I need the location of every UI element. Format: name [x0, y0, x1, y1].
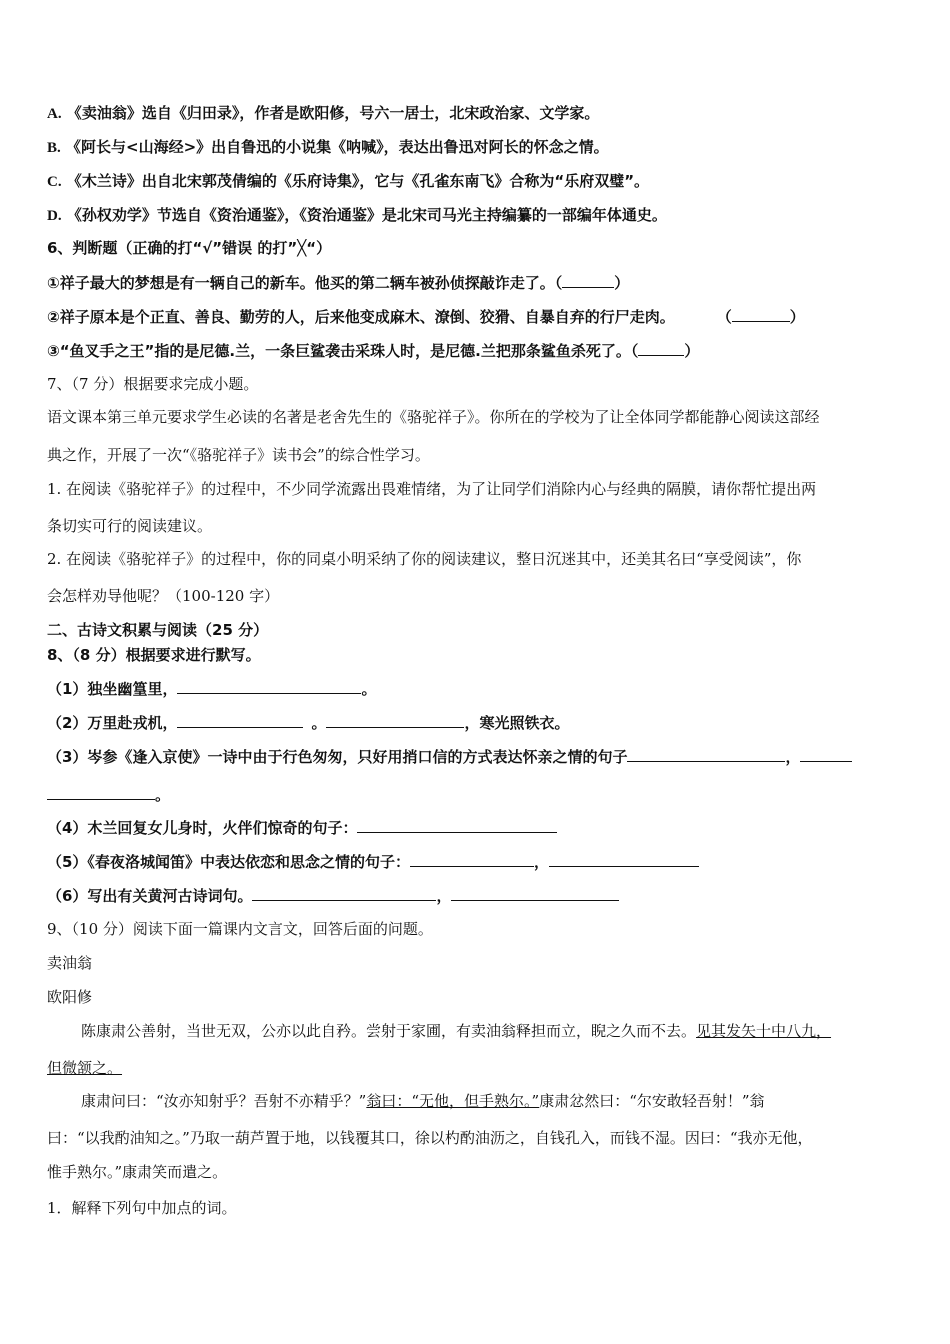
passage-para-2-cont: 曰：“以我酌油知之。”乃取一葫芦置于地，以钱覆其口，徐以杓酌油沥之，自钱孔入，而钱不湿。因曰：“我亦无他， — [47, 1129, 813, 1147]
q8-line-4: （4）木兰回复女儿身时，火伴们惊奇的句子： — [47, 817, 557, 838]
answer-blank[interactable] — [177, 678, 361, 694]
answer-blank[interactable] — [627, 746, 785, 762]
q9-title: 9、（10 分）阅读下面一篇课内文言文，回答后面的问题。 — [47, 920, 433, 938]
q7-sub1-line2: 条切实可行的阅读建议。 — [47, 517, 213, 535]
option-a: A. 《卖油翁》选自《归田录》，作者是欧阳修，号六一居士，北宋政治家、文学家。 — [47, 104, 600, 122]
answer-blank[interactable] — [252, 885, 436, 901]
option-d: D. 《孙权劝学》节选自《资治通鉴》，《资治通鉴》是北宋司马光主持编纂的一部编年体通史。 — [47, 206, 667, 224]
q6-item-1: ①祥子最大的梦想是有一辆自己的新车。他买的第二辆车被孙侦探敲诈走了。（ ） — [47, 274, 630, 292]
q7-intro-2: 典之作，开展了一次“《骆驼祥子》读书会”的综合性学习。 — [47, 446, 430, 464]
answer-blank[interactable] — [800, 746, 852, 762]
q7-sub2-line1: 2. 在阅读《骆驼祥子》的过程中，你的同桌小明采纳了你的阅读建议，整日沉迷其中，还美其名曰“享受阅读”，你 — [47, 550, 802, 568]
q7-sub1-line1: 1. 在阅读《骆驼祥子》的过程中，不少同学流露出畏难情绪，为了让同学们消除内心与经典的隔膜，请你帮忙提出两 — [47, 480, 817, 498]
q6-item-2: ②祥子原本是个正直、善良、勤劳的人，后来他变成麻木、潦倒、狡猾、自暴自弃的行尸走肉。 （ ） — [47, 308, 805, 326]
passage-para-1-cont: 但微颔之。 — [47, 1059, 123, 1077]
option-c: C. 《木兰诗》出自北宋郭茂倩编的《乐府诗集》，它与《孔雀东南飞》合称为“乐府双璧”。 — [47, 172, 650, 190]
passage-para-2: 康肃问曰：“汝亦知射乎？吾射不亦精乎？”翁曰：“无他，但手熟尔。”康肃忿然曰：“尔安敢轻吾射！”翁 — [81, 1092, 765, 1110]
passage-title: 卖油翁 — [47, 954, 93, 972]
q8-line-1: （1）独坐幽篁里， 。 — [47, 680, 377, 698]
passage-para-1: 陈康肃公善射，当世无双，公亦以此自矜。尝射于家圃，有卖油翁释担而立，睨之久而不去。见其发矢十中八九， — [81, 1022, 832, 1040]
q8-line-3-cont: 。 — [47, 784, 170, 805]
answer-blank[interactable] — [562, 272, 614, 288]
answer-blank[interactable] — [47, 784, 155, 800]
q8-line-3: （3）岑参《逢入京使》一诗中由于行色匆匆，只好用捎口信的方式表达怀亲之情的句子 ， — [47, 746, 852, 767]
section-title: 二、古诗文积累与阅读（25 分） — [47, 621, 269, 639]
q8-line-6: （6）写出有关黄河古诗词句。 ， — [47, 885, 619, 906]
q8-title: 8、（8 分）根据要求进行默写。 — [47, 646, 261, 664]
answer-blank[interactable] — [638, 340, 684, 356]
answer-blank[interactable] — [357, 817, 557, 833]
q7-intro-1: 语文课本第三单元要求学生必读的名著是老舍先生的《骆驼祥子》。你所在的学校为了让全体同学都能静心阅读这部经 — [47, 408, 820, 426]
q6-item-3: ③“鱼叉手之王”指的是尼德.兰，一条巨鲨袭击采珠人时，是尼德.兰把那条鲨鱼杀死了。（ ） — [47, 342, 700, 360]
q9-sub1: 1．解释下列句中加点的词。 — [47, 1199, 237, 1217]
answer-blank[interactable] — [451, 885, 619, 901]
q7-sub2-line2: 会怎样劝导他呢？（100-120 字） — [47, 587, 280, 605]
answer-blank[interactable] — [732, 306, 790, 322]
q8-line-2: （2）万里赴戎机， 。 ，寒光照铁衣。 — [47, 714, 570, 732]
answer-blank[interactable] — [177, 712, 303, 728]
passage-para-2-end: 惟手熟尔。”康肃笑而遣之。 — [47, 1163, 228, 1181]
q8-line-5: （5）《春夜洛城闻笛》中表达依恋和思念之情的句子： ， — [47, 851, 699, 872]
q7-title: 7、（7 分）根据要求完成小题。 — [47, 375, 259, 393]
passage-author: 欧阳修 — [47, 988, 93, 1006]
answer-blank[interactable] — [326, 712, 464, 728]
answer-blank[interactable] — [410, 851, 534, 867]
option-b: B. 《阿长与<山海经>》出自鲁迅的小说集《呐喊》，表达出鲁迅对阿长的怀念之情。 — [47, 138, 609, 156]
answer-blank[interactable] — [549, 851, 699, 867]
q6-title: 6、判断题（正确的打“√”错误 的打”╳“） — [47, 239, 332, 257]
